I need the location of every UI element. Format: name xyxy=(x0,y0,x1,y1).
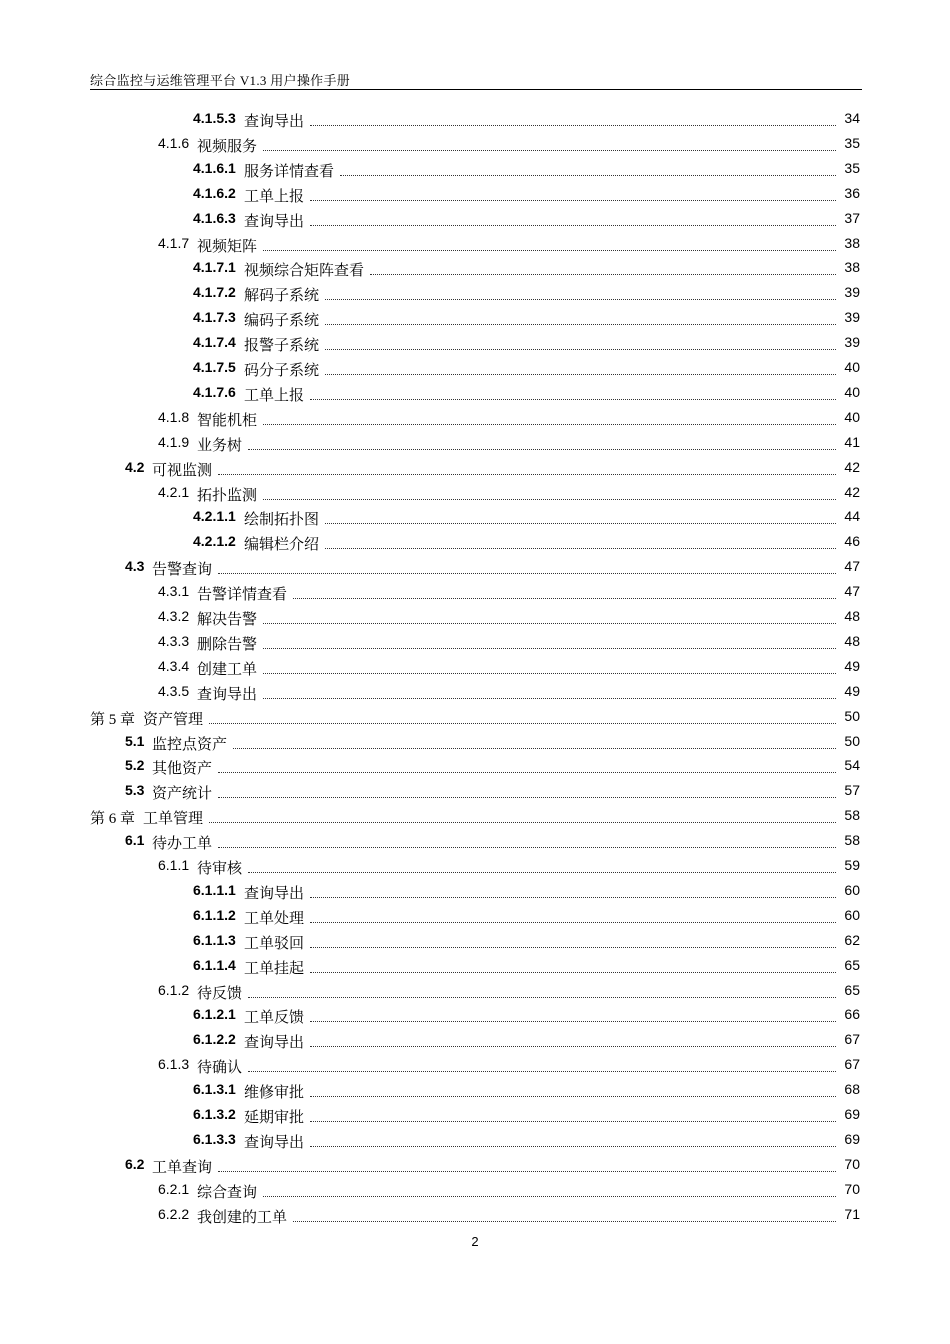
toc-entry[interactable] xyxy=(0,531,950,555)
toc-entry-page: 65 xyxy=(844,956,860,973)
toc-leader-dots xyxy=(218,797,836,798)
toc-entry-title: 其他资产 xyxy=(152,757,214,778)
page-header: 综合监控与运维管理平台 V1.3 用户操作手册 xyxy=(90,73,351,88)
toc-entry[interactable] xyxy=(0,457,950,481)
toc-entry-title: 业务树 xyxy=(197,434,244,455)
toc-entry-page: 54 xyxy=(844,757,860,774)
toc-entry-number: 第 6 章 xyxy=(90,811,136,828)
toc-entry[interactable] xyxy=(0,506,950,530)
toc-entry-title: 码分子系统 xyxy=(244,359,321,380)
toc-entry[interactable] xyxy=(0,656,950,680)
toc-leader-dots xyxy=(310,897,836,898)
toc-entry-title: 删除告警 xyxy=(197,633,259,654)
toc-entry[interactable] xyxy=(0,432,950,456)
toc-leader-dots xyxy=(325,548,836,549)
toc-entry-page: 47 xyxy=(844,558,860,575)
toc-entry-title: 我创建的工单 xyxy=(197,1206,289,1227)
toc-entry[interactable] xyxy=(0,183,950,207)
toc-entry[interactable] xyxy=(0,780,950,804)
toc-entry-page: 46 xyxy=(844,533,860,550)
toc-leader-dots xyxy=(248,1071,836,1072)
toc-entry-page: 66 xyxy=(844,1006,860,1023)
toc-entry[interactable] xyxy=(0,581,950,605)
toc-entry-title: 待审核 xyxy=(197,857,244,878)
toc-leader-dots xyxy=(263,673,836,674)
toc-leader-dots xyxy=(263,1196,836,1197)
toc-entry-number: 4.1.7.2 xyxy=(193,284,236,301)
toc-leader-dots xyxy=(263,499,836,500)
toc-entry-title: 查询导出 xyxy=(244,210,306,231)
toc-entry-title: 综合查询 xyxy=(197,1181,259,1202)
toc-leader-dots xyxy=(293,1221,836,1222)
toc-entry-number: 4.1.9 xyxy=(158,433,190,450)
toc-entry-number: 6.1.3 xyxy=(158,1056,190,1073)
toc-entry-page: 71 xyxy=(844,1205,860,1222)
toc-leader-dots xyxy=(218,847,836,848)
toc-leader-dots xyxy=(310,1096,836,1097)
toc-entry-title: 待确认 xyxy=(197,1056,244,1077)
toc-entry-page: 38 xyxy=(844,234,860,251)
toc-entry-page: 70 xyxy=(844,1180,860,1197)
toc-entry-number: 4.3 xyxy=(125,558,145,575)
toc-entry[interactable] xyxy=(0,158,950,182)
toc-entry-page: 34 xyxy=(844,110,860,126)
toc-leader-dots xyxy=(310,947,836,948)
toc-entry-page: 67 xyxy=(844,1031,860,1048)
toc-entry[interactable] xyxy=(0,556,950,580)
toc-leader-dots xyxy=(310,200,836,201)
toc-entry-page: 35 xyxy=(844,134,860,151)
toc-leader-dots xyxy=(209,822,836,823)
toc-entry-page: 41 xyxy=(844,433,860,450)
toc-entry-page: 50 xyxy=(844,707,860,724)
toc-entry-number: 6.1.3.2 xyxy=(193,1106,236,1122)
toc-entry[interactable] xyxy=(0,1029,950,1053)
toc-entry-page: 57 xyxy=(844,782,860,799)
toc-leader-dots xyxy=(209,723,836,724)
toc-entry-page: 68 xyxy=(844,1081,860,1098)
toc-entry-page: 42 xyxy=(844,483,860,500)
toc-entry[interactable] xyxy=(0,482,950,506)
toc-leader-dots xyxy=(310,399,836,400)
toc-entry-page: 39 xyxy=(844,284,860,301)
toc-entry-number: 6.2.1 xyxy=(158,1180,190,1197)
toc-leader-dots xyxy=(310,922,836,923)
toc-leader-dots xyxy=(310,1046,836,1047)
toc-entry-number: 4.1.7.6 xyxy=(193,383,236,400)
toc-entry-title: 告警详情查看 xyxy=(197,583,289,604)
toc-entry-page: 69 xyxy=(844,1130,860,1147)
toc-entry[interactable] xyxy=(0,1179,950,1203)
toc-leader-dots xyxy=(325,523,836,524)
toc-entry[interactable] xyxy=(0,930,950,954)
toc-entry[interactable] xyxy=(0,980,950,1004)
toc-entry-page: 48 xyxy=(844,608,860,624)
toc-entry-page: 36 xyxy=(844,184,860,201)
toc-entry-title: 报警子系统 xyxy=(244,334,321,355)
toc-leader-dots xyxy=(340,175,836,176)
toc-entry-number: 4.1.6.3 xyxy=(193,209,236,226)
toc-entry[interactable] xyxy=(0,755,950,779)
toc-leader-dots xyxy=(263,150,836,151)
toc-entry[interactable] xyxy=(0,880,950,904)
toc-entry[interactable] xyxy=(0,332,950,356)
toc-entry-page: 70 xyxy=(844,1155,860,1172)
toc-entry-title: 解码子系统 xyxy=(244,284,321,305)
toc-entry-title: 工单驳回 xyxy=(244,932,306,953)
toc-entry-title: 查询导出 xyxy=(244,110,306,131)
toc-leader-dots xyxy=(218,573,836,574)
toc-entry-title: 查询导出 xyxy=(197,683,259,704)
toc-entry-number: 4.2 xyxy=(125,458,145,475)
toc-entry-number: 6.1.1 xyxy=(158,857,190,873)
toc-entry-page: 62 xyxy=(844,931,860,948)
toc-entry-number: 4.1.8 xyxy=(158,408,190,425)
toc-entry-number: 5.1 xyxy=(125,732,145,749)
toc-entry-title: 工单管理 xyxy=(143,807,205,828)
toc-entry-title: 绘制拓扑图 xyxy=(244,508,321,529)
toc-entry[interactable] xyxy=(0,1129,950,1153)
toc-entry[interactable] xyxy=(0,905,950,929)
toc-entry[interactable] xyxy=(0,382,950,406)
toc-entry-page: 49 xyxy=(844,657,860,674)
toc-entry[interactable] xyxy=(0,606,950,630)
toc-entry-title: 工单查询 xyxy=(152,1156,214,1177)
toc-entry-title: 工单挂起 xyxy=(244,957,306,978)
toc-leader-dots xyxy=(310,125,836,126)
toc-leader-dots xyxy=(263,648,836,649)
toc-entry[interactable] xyxy=(0,855,950,879)
toc-entry-number: 5.3 xyxy=(125,782,145,799)
toc-leader-dots xyxy=(310,1021,836,1022)
toc-entry-page: 42 xyxy=(844,458,860,475)
toc-entry-page: 50 xyxy=(844,732,860,749)
header-divider xyxy=(90,89,862,90)
toc-entry-number: 6.1.2.2 xyxy=(193,1031,236,1048)
toc-entry[interactable] xyxy=(0,1154,950,1178)
toc-entry[interactable] xyxy=(0,1204,950,1228)
toc-entry-title: 资产管理 xyxy=(143,708,205,729)
toc-entry-page: 48 xyxy=(844,632,860,649)
toc-entry-title: 监控点资产 xyxy=(152,733,229,754)
toc-leader-dots xyxy=(370,274,836,275)
toc-entry[interactable] xyxy=(0,830,950,854)
toc-entry[interactable] xyxy=(0,233,950,257)
toc-leader-dots xyxy=(248,872,836,873)
toc-entry-page: 65 xyxy=(844,981,860,998)
toc-entry-number: 4.3.1 xyxy=(158,583,190,600)
toc-leader-dots xyxy=(310,972,836,973)
toc-entry-page: 40 xyxy=(844,359,860,375)
toc-entry-title: 维修审批 xyxy=(244,1081,306,1102)
toc-entry-number: 4.1.7.3 xyxy=(193,309,236,326)
toc-entry-number: 6.2 xyxy=(125,1155,145,1172)
toc-entry-title: 解决告警 xyxy=(197,608,259,629)
toc-entry-title: 工单上报 xyxy=(244,185,306,206)
toc-entry[interactable] xyxy=(0,108,950,132)
toc-entry-number: 6.1.1.3 xyxy=(193,931,236,948)
toc-entry-page: 44 xyxy=(844,508,860,525)
toc-entry-title: 可视监测 xyxy=(152,459,214,480)
toc-entry-title: 工单处理 xyxy=(244,907,306,928)
toc-leader-dots xyxy=(218,474,836,475)
toc-entry-page: 60 xyxy=(844,881,860,898)
toc-entry[interactable] xyxy=(0,208,950,232)
toc-entry[interactable] xyxy=(0,282,950,306)
toc-entry-title: 智能机柜 xyxy=(197,409,259,430)
toc-entry-number: 4.1.6 xyxy=(158,134,190,151)
toc-entry-page: 59 xyxy=(844,857,860,873)
toc-entry[interactable] xyxy=(0,133,950,157)
toc-entry-title: 拓扑监测 xyxy=(197,484,259,505)
toc-leader-dots xyxy=(325,349,836,350)
toc-entry-page: 35 xyxy=(844,159,860,176)
toc-entry-title: 视频服务 xyxy=(197,135,259,156)
toc-leader-dots xyxy=(325,324,836,325)
toc-entry-number: 4.3.4 xyxy=(158,657,190,674)
toc-entry-title: 工单反馈 xyxy=(244,1006,306,1027)
toc-leader-dots xyxy=(263,623,836,624)
toc-entry-title: 创建工单 xyxy=(197,658,259,679)
toc-entry-title: 延期审批 xyxy=(244,1106,306,1127)
toc-entry[interactable] xyxy=(0,1104,950,1128)
toc-entry-page: 37 xyxy=(844,209,860,226)
toc-leader-dots xyxy=(325,299,836,300)
toc-entry-title: 待办工单 xyxy=(152,832,214,853)
toc-entry-number: 4.1.5.3 xyxy=(193,110,236,126)
toc-entry[interactable] xyxy=(0,357,950,381)
toc-entry-title: 服务详情查看 xyxy=(244,160,336,181)
toc-leader-dots xyxy=(310,1146,836,1147)
toc-entry-number: 6.1.2.1 xyxy=(193,1006,236,1023)
toc-leader-dots xyxy=(263,698,836,699)
toc-entry-number: 4.1.7.1 xyxy=(193,259,236,276)
toc-entry-page: 67 xyxy=(844,1056,860,1073)
toc-entry-page: 38 xyxy=(844,259,860,276)
toc-entry-title: 编辑栏介绍 xyxy=(244,533,321,554)
toc-entry-title: 待反馈 xyxy=(197,982,244,1003)
toc-entry-number: 4.2.1 xyxy=(158,483,190,500)
toc-leader-dots xyxy=(263,250,836,251)
toc-leader-dots xyxy=(248,997,836,998)
toc-leader-dots xyxy=(293,598,836,599)
toc-entry-title: 视频综合矩阵查看 xyxy=(244,259,366,280)
toc-entry[interactable] xyxy=(0,805,950,829)
toc-entry-page: 40 xyxy=(844,408,860,425)
toc-entry-page: 49 xyxy=(844,682,860,699)
toc-leader-dots xyxy=(310,1121,836,1122)
toc-entry[interactable] xyxy=(0,631,950,655)
toc-entry-page: 60 xyxy=(844,906,860,923)
toc-entry-number: 4.1.6.1 xyxy=(193,159,236,176)
toc-entry-title: 编码子系统 xyxy=(244,309,321,330)
toc-entry-number: 4.1.6.2 xyxy=(193,184,236,201)
toc-entry-number: 6.1.1.2 xyxy=(193,906,236,923)
toc-entry[interactable] xyxy=(0,307,950,331)
toc-leader-dots xyxy=(248,449,836,450)
toc-entry-number: 4.2.1.2 xyxy=(193,533,236,550)
toc-entry-page: 39 xyxy=(844,309,860,326)
toc-entry-title: 查询导出 xyxy=(244,1131,306,1152)
toc-entry-number: 6.1.3.3 xyxy=(193,1130,236,1147)
toc-entry-number: 第 5 章 xyxy=(90,711,136,728)
toc-entry[interactable] xyxy=(0,706,950,730)
page-number: 2 xyxy=(471,1234,479,1249)
toc-entry-title: 工单上报 xyxy=(244,384,306,405)
toc-entry[interactable] xyxy=(0,681,950,705)
toc-entry-title: 视频矩阵 xyxy=(197,235,259,256)
toc-entry-title: 资产统计 xyxy=(152,782,214,803)
toc-entry[interactable] xyxy=(0,407,950,431)
toc-entry-number: 4.1.7.4 xyxy=(193,334,236,351)
toc-entry[interactable] xyxy=(0,257,950,281)
toc-entry-number: 6.1 xyxy=(125,832,145,849)
toc-entry[interactable] xyxy=(0,955,950,979)
toc-entry-page: 69 xyxy=(844,1106,860,1122)
toc-entry-page: 58 xyxy=(844,807,860,824)
toc-entry-number: 4.3.2 xyxy=(158,608,190,624)
toc-entry-title: 查询导出 xyxy=(244,1031,306,1052)
toc-entry-number: 4.1.7 xyxy=(158,234,190,251)
toc-leader-dots xyxy=(218,772,836,773)
toc-leader-dots xyxy=(263,424,836,425)
toc-entry-title: 查询导出 xyxy=(244,882,306,903)
toc-leader-dots xyxy=(233,748,836,749)
toc-leader-dots xyxy=(218,1171,836,1172)
toc-entry-page: 40 xyxy=(844,383,860,400)
toc-entry-number: 4.3.5 xyxy=(158,682,190,699)
toc-entry[interactable] xyxy=(0,1004,950,1028)
toc-entry-number: 6.2.2 xyxy=(158,1205,190,1222)
toc-leader-dots xyxy=(310,225,836,226)
toc-entry[interactable] xyxy=(0,1054,950,1078)
toc-entry-page: 58 xyxy=(844,832,860,849)
toc-entry-page: 47 xyxy=(844,583,860,600)
toc-entry[interactable] xyxy=(0,731,950,755)
toc-entry-number: 6.1.3.1 xyxy=(193,1081,236,1098)
toc-entry-number: 4.2.1.1 xyxy=(193,508,236,525)
toc-entry-title: 告警查询 xyxy=(152,558,214,579)
toc-entry-page: 39 xyxy=(844,334,860,351)
toc-leader-dots xyxy=(325,374,836,375)
toc-entry-number: 6.1.2 xyxy=(158,981,190,998)
toc-entry-number: 6.1.1.4 xyxy=(193,956,236,973)
toc-entry-number: 4.1.7.5 xyxy=(193,359,236,375)
toc-entry-number: 6.1.1.1 xyxy=(193,881,236,898)
toc-entry[interactable] xyxy=(0,1079,950,1103)
toc-entry-number: 4.3.3 xyxy=(158,632,190,649)
toc-entry-number: 5.2 xyxy=(125,757,145,774)
